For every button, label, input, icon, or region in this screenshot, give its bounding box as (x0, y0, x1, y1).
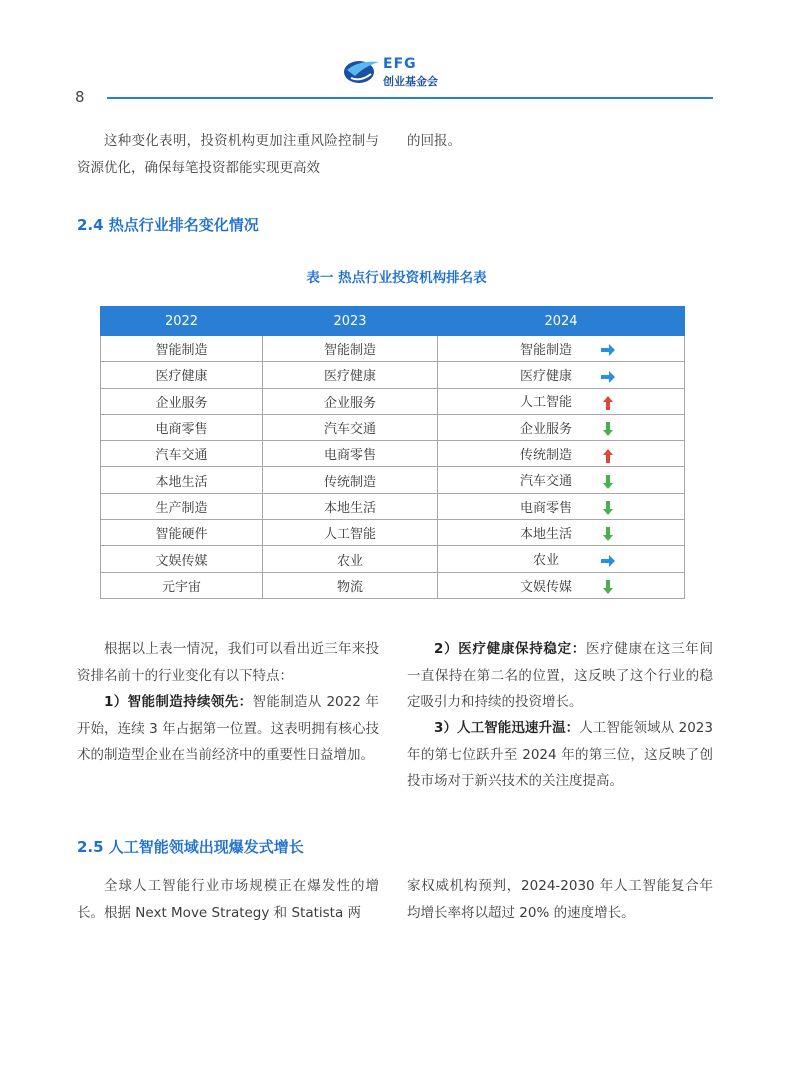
trend-down-arrow-icon (600, 421, 616, 437)
cell-2024-label: 汽车交通 (519, 474, 572, 490)
cell-2023: 医疗健康 (263, 362, 438, 388)
cell-2024 (438, 493, 685, 519)
section-heading-2-5: 2.5 人工智能领域出现爆发式增长 (77, 838, 304, 856)
cell-2023: 物流 (263, 572, 438, 598)
analysis-point-3 (407, 715, 713, 795)
globe-bird-icon (341, 56, 381, 86)
point-2-heading: 2）医疗健康保持稳定： (434, 641, 586, 657)
cell-2024-label: 农业 (532, 553, 559, 569)
cell-2024 (438, 467, 685, 493)
cell-2024 (438, 388, 685, 414)
table-row (101, 493, 685, 519)
cell-2022: 元宇宙 (101, 572, 263, 598)
table-row (101, 546, 685, 572)
ai-paragraph-left: 全球人工智能行业市场规模正在爆发性的增长。根据 Next Move Strategy 和 Statista 两 (77, 878, 379, 921)
cell-2022: 医疗健康 (101, 362, 263, 388)
trend-flat-arrow-icon (600, 369, 616, 385)
table-row (101, 467, 685, 493)
cell-2024-label: 电商零售 (519, 500, 572, 516)
cell-2023: 企业服务 (263, 388, 438, 414)
cell-2024-label: 医疗健康 (519, 369, 572, 385)
cell-2024 (438, 414, 685, 440)
cell-2023: 传统制造 (263, 467, 438, 493)
cell-2022: 智能硬件 (101, 520, 263, 546)
analysis-point-2 (407, 636, 713, 716)
trend-down-arrow-icon (600, 500, 616, 516)
ai-paragraph-right: 家权威机构预判，2024-2030 年人工智能复合年均增长率将以超过 20% 的速度增长。 (407, 878, 713, 921)
point-3-text: 人工智能领域从 2023 年的第七位跃升至 2024 年的第三位，这反映了创投市场对于新兴技术的关注度提高。 (407, 720, 713, 789)
cell-2024-label: 文娱传媒 (519, 579, 572, 595)
cell-2024-label: 传统制造 (519, 448, 572, 464)
header-2022: 2022 (101, 307, 263, 336)
point-1-text: 智能制造从 2022 年开始，连续 3 年占据第一位置。这表明拥有核心技术的制造型企业在当前经济中的重要性日益增加。 (77, 694, 379, 763)
table-row (101, 572, 685, 598)
cell-2023: 汽车交通 (263, 414, 438, 440)
intro-paragraph-left: 这种变化表明，投资机构更加注重风险控制与资源优化，确保每笔投资都能实现更高效 (77, 133, 379, 176)
cell-2022: 汽车交通 (101, 441, 263, 467)
table-row (101, 520, 685, 546)
header-2023: 2023 (263, 307, 438, 336)
trend-flat-arrow-icon (600, 342, 616, 358)
cell-2023: 电商零售 (263, 441, 438, 467)
analysis-point-1 (77, 689, 379, 769)
page-number: 8 (75, 88, 85, 106)
trend-up-arrow-icon (600, 395, 616, 411)
analysis-intro: 根据以上表一情况，我们可以看出近三年来投资排名前十的行业变化有以下特点： (77, 641, 379, 684)
cell-2022: 本地生活 (101, 467, 263, 493)
trend-flat-arrow-icon (600, 553, 616, 569)
header-divider (107, 97, 713, 99)
trend-down-arrow-icon (600, 474, 616, 490)
cell-2022: 智能制造 (101, 336, 263, 362)
cell-2024 (438, 572, 685, 598)
table-title: 表一 热点行业投资机构排名表 (306, 270, 487, 286)
table-row (101, 441, 685, 467)
cell-2023: 本地生活 (263, 493, 438, 519)
efg-logo (341, 56, 451, 90)
point-3-heading: 3）人工智能迅速升温： (434, 720, 580, 736)
intro-paragraph-right: 的回报。 (407, 133, 461, 149)
cell-2024-label: 企业服务 (519, 421, 572, 437)
industry-ranking-table (100, 306, 685, 599)
cell-2024-label: 本地生活 (519, 526, 572, 542)
cell-2023: 智能制造 (263, 336, 438, 362)
cell-2022: 电商零售 (101, 414, 263, 440)
table-row (101, 362, 685, 388)
trend-up-arrow-icon (600, 448, 616, 464)
cell-2024 (438, 362, 685, 388)
cell-2024-label: 人工智能 (519, 395, 572, 411)
table-header-row (101, 307, 685, 336)
cell-2024 (438, 520, 685, 546)
cell-2023: 人工智能 (263, 520, 438, 546)
header-2024: 2024 (438, 307, 685, 336)
cell-2024 (438, 441, 685, 467)
cell-2022: 生产制造 (101, 493, 263, 519)
cell-2024-label: 智能制造 (519, 342, 572, 358)
cell-2023: 农业 (263, 546, 438, 572)
trend-down-arrow-icon (600, 526, 616, 542)
table-row (101, 388, 685, 414)
cell-2022: 企业服务 (101, 388, 263, 414)
cell-2022: 文娱传媒 (101, 546, 263, 572)
table-row (101, 414, 685, 440)
cell-2024 (438, 546, 685, 572)
table-row (101, 336, 685, 362)
logo-text-cn: 创业基金会 (383, 75, 438, 88)
point-1-heading: 1）智能制造持续领先： (104, 694, 253, 710)
logo-text-en: EFG (383, 56, 417, 72)
point-2-text: 医疗健康在这三年间一直保持在第二名的位置，这反映了这个行业的稳定吸引力和持续的投资增长。 (407, 641, 713, 710)
cell-2024 (438, 336, 685, 362)
section-heading-2-4: 2.4 热点行业排名变化情况 (77, 216, 259, 234)
trend-down-arrow-icon (600, 579, 616, 595)
